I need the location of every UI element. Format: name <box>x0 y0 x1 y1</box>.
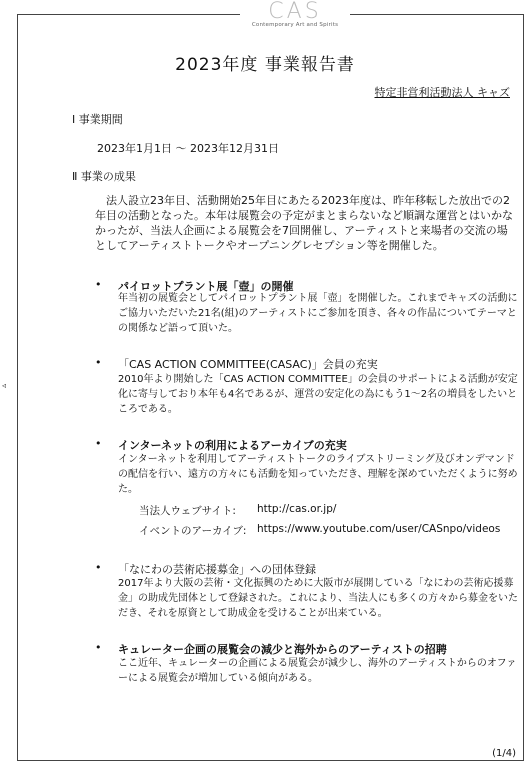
section-heading-period: Ⅰ 事業期間 <box>72 113 123 126</box>
item-body: 2010年より開始した「CAS ACTION COMMITTEE」の会員のサポートによる活動が安定化に寄与しており本年も4名であるが、運営の安定化の為にもう1～2名の増員をしたいところである。 <box>118 374 518 415</box>
archive-link[interactable]: https://www.youtube.com/user/CASnpo/videos <box>257 523 501 535</box>
archive-label: イベントのアーカイブ: <box>139 525 247 537</box>
bullet: • <box>95 561 102 574</box>
item-title: 「CAS ACTION COMMITTEE(CASAC)」会員の充実 <box>118 358 378 371</box>
cas-logo <box>240 0 350 30</box>
section-heading-results: Ⅱ 事業の成果 <box>72 170 136 183</box>
bullet: • <box>95 278 102 291</box>
organization-name: 特定非営利活動法人 キャズ <box>374 86 510 99</box>
bullet: • <box>95 356 102 369</box>
document-title: 2023年度 事業報告書 <box>175 55 355 75</box>
bullet: • <box>95 641 102 654</box>
item-title: キュレーター企画の展覧会の減少と海外からのアーティストの招聘 <box>118 643 447 656</box>
side-marker: ◃ <box>2 381 7 390</box>
bullet: • <box>95 437 102 450</box>
item-body: ここ近年、キュレーターの企画による展覧会が減少し、海外のアーティストからのオファーによる展覧会が増加している傾向がある。 <box>118 658 517 684</box>
item-body: インターネットを利用してアーティストトークのライブストリーミング及びオンデマンドの配信を行い、遠方の方々にも活動を知っていただき、理解を深めていただくように努めた。 <box>118 454 518 495</box>
item-title: 「なにわの芸術応援募金」への団体登録 <box>118 563 316 576</box>
item-title: インターネットの利用によるアーカイブの充実 <box>118 439 347 452</box>
item-title: パイロットプラント展「壺」の開催 <box>118 280 294 293</box>
page-number: (1/4) <box>492 748 516 759</box>
website-link[interactable]: http://cas.or.jp/ <box>257 503 337 515</box>
item-body: 年当初の展覧会としてパイロットプラント展「壺」を開催した。これまでキャズの活動にご協力いただいた21名(組)のアーティストにご参加を頂き、各々の作品についてテーマとの関係など語って頂いた。 <box>118 293 518 334</box>
results-paragraph: 法人設立23年目、活動開始25年目にあたる2023年度は、昨年移転した放出での2年目の活動となった。本年は展覧会の予定がまとまらないなど順調な運営とはいかなかったが、当法人企画による展覧会を7回開催し、アーティストと来場者の交流の場としてアーティストトークやオープニングレセプション等を開催した。 <box>95 194 513 252</box>
website-label: 当法人ウェブサイト: <box>139 505 236 517</box>
item-body: 2017年より大阪の芸術・文化振興のために大阪市が展開している「なにわの芸術応援募金」の助成先団体として登録された。これにより、当法人にも多くの方々から募金をいただき、それを原資として助成金を受けることが出来ている。 <box>118 578 518 619</box>
logo-mark: CAS <box>268 0 322 24</box>
logo-subtitle: Contemporary Art and Spirits <box>251 22 339 28</box>
period-text: 2023年1月1日 ～ 2023年12月31日 <box>97 142 279 155</box>
